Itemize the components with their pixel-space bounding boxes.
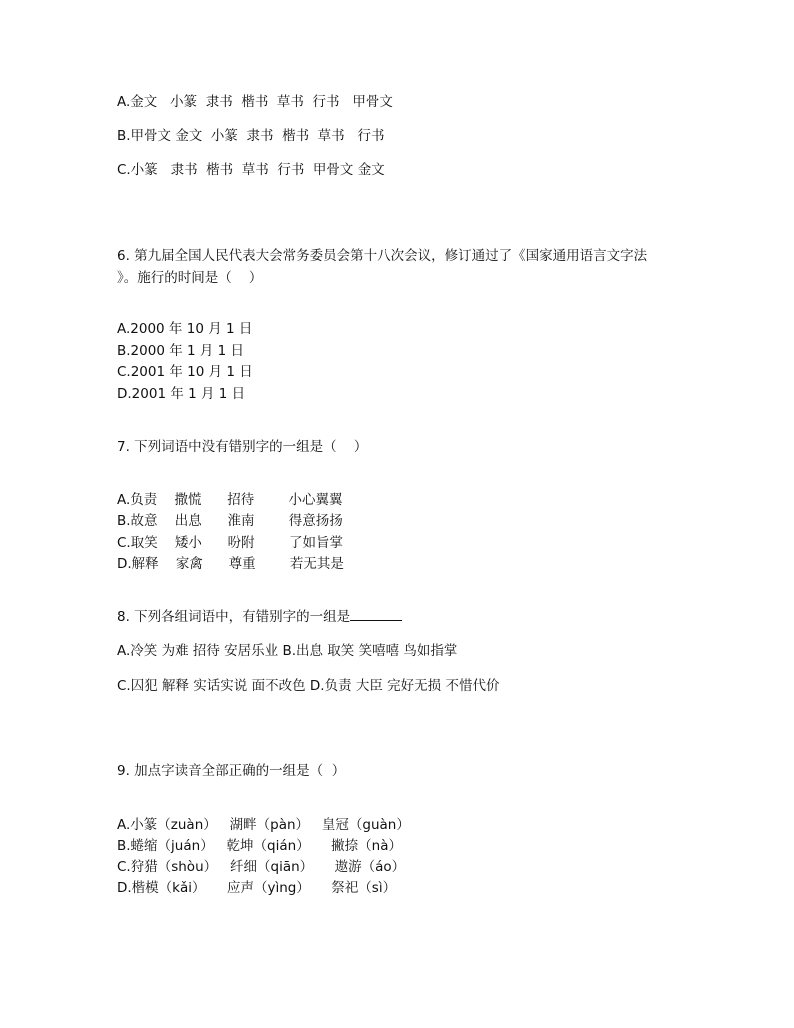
q6-option-d: D.2001 年 1 月 1 日 xyxy=(117,386,246,402)
q6-option-b: B.2000 年 1 月 1 日 xyxy=(117,343,245,359)
q9-option-d: D.楷模（kǎi） 应声（yìng） 祭祀（sì） xyxy=(117,880,397,896)
q7-option-c: C.取笑 矮小 吩附 了如旨掌 xyxy=(117,535,343,551)
q9-option-b: B.蜷缩（juán） 乾坤（qián） 撇捺（nà） xyxy=(117,838,402,854)
q9-option-a: A.小篆（zuàn） 湖畔（pàn） 皇冠（guàn） xyxy=(117,817,410,833)
q5-option-b: B.甲骨文 金文 小篆 隶书 楷书 草书 行书 xyxy=(117,128,385,144)
q8-stem: 8. 下列各组词语中，有错别字的一组是 xyxy=(117,609,351,625)
q7-option-a: A.负责 撒慌 招待 小心翼翼 xyxy=(117,492,343,508)
q6-option-a: A.2000 年 10 月 1 日 xyxy=(117,321,253,337)
q7-stem: 7. 下列词语中没有错别字的一组是（ ） xyxy=(117,439,368,455)
q5-option-a: A.金文 小篆 隶书 楷书 草书 行书 甲骨文 xyxy=(117,94,393,110)
q8-stem-row xyxy=(117,608,402,626)
q8-options-line1: A.冷笑 为难 招待 安居乐业 B.出息 取笑 笑嘻嘻 鸟如指掌 xyxy=(117,643,458,659)
q6-stem-line2: 》。施行的时间是（ ） xyxy=(117,270,263,286)
q7-option-d: D.解释 家禽 尊重 若无其是 xyxy=(117,556,344,572)
q6-stem-line1: 6. 第九届全国人民代表大会常务委员会第十八次会议，修订通过了《国家通用语言文字法 xyxy=(117,248,648,264)
q8-options-line2: C.囚犯 解释 实话实说 面不改色 D.负责 大臣 完好无损 不惜代价 xyxy=(117,678,500,694)
q5-option-c: C.小篆 隶书 楷书 草书 行书 甲骨文 金文 xyxy=(117,162,385,178)
q6-option-c: C.2001 年 10 月 1 日 xyxy=(117,364,253,380)
q7-option-b: B.故意 出息 淮南 得意扬扬 xyxy=(117,513,343,529)
q9-stem: 9. 加点字读音全部正确的一组是（ ） xyxy=(117,763,346,779)
answer-blank xyxy=(350,608,402,621)
q9-option-c: C.狩猎（shòu） 纤细（qiān） 遨游（áo） xyxy=(117,859,406,875)
